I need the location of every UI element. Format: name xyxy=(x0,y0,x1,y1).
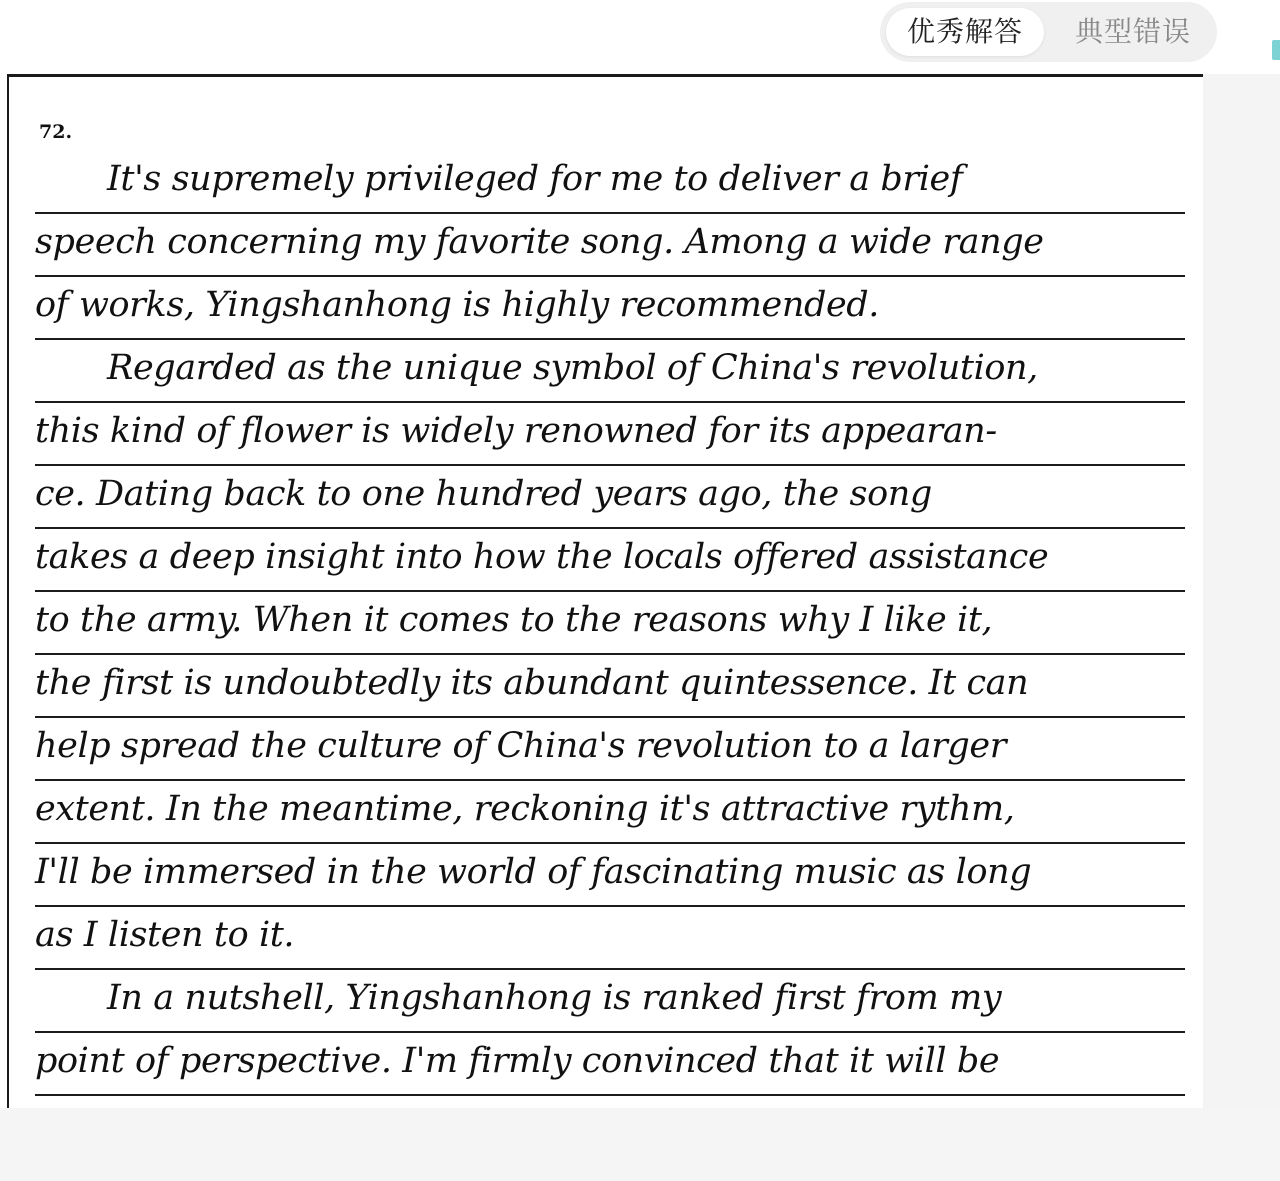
tab-excellent-answer[interactable]: 优秀解答 xyxy=(886,8,1044,56)
essay-line: the first is undoubtedly its abundant quintessence. It can xyxy=(35,655,1185,718)
essay-line: of works, Yingshanhong is highly recommended. xyxy=(35,277,1185,340)
bottom-band xyxy=(0,1108,1280,1181)
essay-line: to the army. When it comes to the reasons why I like it, xyxy=(35,592,1185,655)
essay-line: speech concerning my favorite song. Among a wide range xyxy=(35,214,1185,277)
essay-text xyxy=(35,151,1185,1096)
essay-line: It's supremely privileged for me to deliver a brief xyxy=(35,151,1185,214)
essay-line: Regarded as the unique symbol of China's revolution, xyxy=(35,340,1185,403)
essay-line: ce. Dating back to one hundred years ago, the song xyxy=(35,466,1185,529)
essay-line: In a nutshell, Yingshanhong is ranked first from my xyxy=(35,970,1185,1033)
edge-indicator xyxy=(1272,40,1280,60)
essay-line: point of perspective. I'm firmly convinced that it will be xyxy=(35,1033,1185,1096)
essay-line: I'll be immersed in the world of fascinating music as long xyxy=(35,844,1185,907)
tab-typical-errors[interactable]: 典型错误 xyxy=(1074,15,1191,48)
sheet-shadow xyxy=(1203,74,1280,1108)
essay-line: takes a deep insight into how the locals offered assistance xyxy=(35,529,1185,592)
essay-line: extent. In the meantime, reckoning it's attractive rythm, xyxy=(35,781,1185,844)
answer-type-toggle xyxy=(880,2,1217,62)
essay-line: help spread the culture of China's revolution to a larger xyxy=(35,718,1185,781)
essay-line: as I listen to it. xyxy=(35,907,1185,970)
question-number: 72. xyxy=(39,121,73,143)
answer-sheet-image xyxy=(7,74,1203,1108)
essay-line: this kind of flower is widely renowned for its appearan- xyxy=(35,403,1185,466)
